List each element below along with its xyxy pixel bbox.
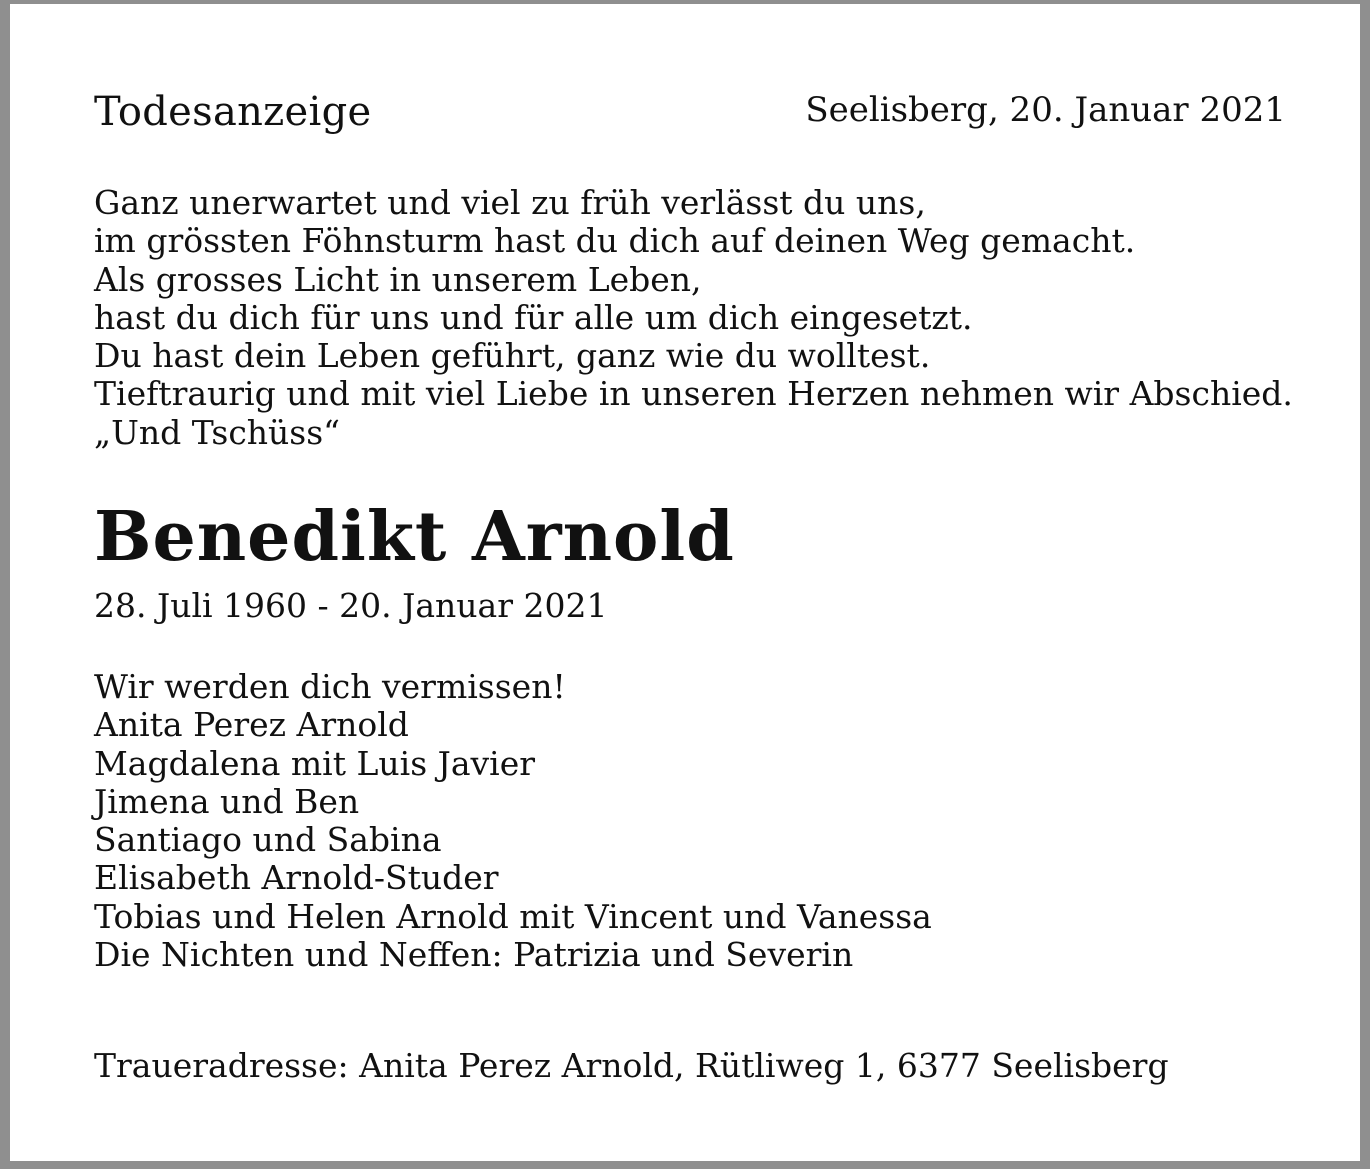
- life-dates: 28. Juli 1960 - 20. Januar 2021: [94, 586, 608, 625]
- mourning-address: Traueradresse: Anita Perez Arnold, Rütliweg 1, 6377 Seelisberg: [94, 1046, 1169, 1085]
- place-and-date: Seelisberg, 20. Januar 2021: [805, 90, 1286, 130]
- obituary-page: [10, 4, 1360, 1161]
- mourner-line: Tobias und Helen Arnold mit Vincent und Vanessa: [94, 896, 932, 936]
- poem-line: Du hast dein Leben geführt, ganz wie du wolltest.: [94, 336, 931, 376]
- mourner-line: Wir werden dich vermissen!: [94, 667, 566, 706]
- mourner-line: Die Nichten und Neffen: Patrizia und Severin: [94, 935, 854, 975]
- poem-line: im grössten Föhnsturm hast du dich auf deinen Weg gemacht.: [94, 221, 1136, 261]
- mourner-line: Santiago und Sabina: [94, 820, 442, 860]
- mourners-list: [94, 668, 932, 974]
- poem-line: Als grosses Licht in unserem Leben,: [94, 259, 702, 299]
- poem-line: Tieftraurig und mit viel Liebe in unseren Herzen nehmen wir Abschied.: [94, 374, 1293, 414]
- mourner-line: Jimena und Ben: [94, 781, 360, 821]
- mourner-line: Elisabeth Arnold-Studer: [94, 858, 499, 898]
- poem-line: „Und Tschüss“: [94, 412, 341, 452]
- deceased-name: Benedikt Arnold: [94, 497, 735, 577]
- notice-heading: Todesanzeige: [94, 89, 372, 135]
- poem-line: hast du dich für uns und für alle um dich eingesetzt.: [94, 297, 973, 337]
- poem: [94, 184, 1293, 452]
- poem-line: Ganz unerwartet und viel zu früh verlässt du uns,: [94, 183, 926, 222]
- mourner-line: Magdalena mit Luis Javier: [94, 743, 536, 783]
- mourner-line: Anita Perez Arnold: [94, 705, 409, 745]
